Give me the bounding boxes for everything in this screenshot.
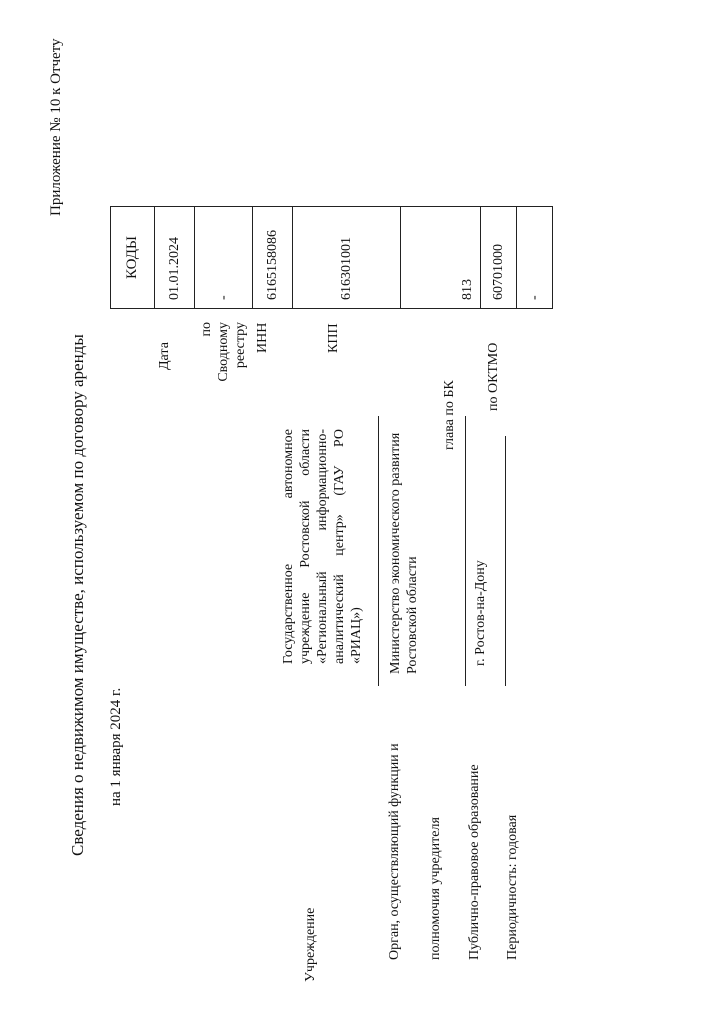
code-registry-value: -	[195, 207, 253, 309]
code-oktmo-label: по ОКТМО	[486, 342, 501, 411]
municipality-label: Публично-правовое образование	[467, 764, 482, 960]
document-title: Сведения о недвижимом имуществе, используемом по договору аренды	[68, 334, 87, 856]
institution-underline	[378, 416, 379, 686]
code-registry-label: по Сводному реестру	[199, 322, 248, 382]
code-inn-value: 6165158086	[253, 207, 293, 309]
founder-underline	[465, 416, 466, 686]
municipality-value: г. Ростов-на-Дону	[473, 560, 488, 666]
code-date-value: 01.01.2024	[155, 207, 195, 309]
founder-value: Министерство экономического развития Ростовской области	[388, 432, 420, 674]
code-bk-label: глава по БК	[442, 380, 457, 450]
code-inn-label: ИНН	[255, 322, 270, 353]
codes-table	[110, 206, 553, 309]
code-kpp-value: 616301001	[293, 207, 401, 309]
report-date-line: на 1 января 2024 г.	[108, 687, 124, 806]
code-kpp-label: КПП	[326, 323, 341, 353]
institution-value: Государственное автономное учреждение Ростовской области «Региональный информационно-аналитический центр» (ГАУ РО «РИАЦ»)	[281, 429, 364, 664]
founder-label-line2: полномочия учредителя	[428, 817, 443, 960]
codes-header: КОДЫ	[111, 207, 155, 309]
institution-label: Учреждение	[303, 907, 318, 982]
periodicity-label: Периодичность: годовая	[505, 814, 520, 960]
founder-label-line1: Орган, осуществляющий функции и	[387, 743, 402, 960]
code-date-label: Дата	[157, 342, 172, 370]
appendix-note: Приложение № 10 к Отчету	[48, 38, 64, 216]
code-oktmo-value: 60701000	[481, 207, 517, 309]
code-periodicity-value: -	[517, 207, 553, 309]
code-bk-value: 813	[401, 207, 481, 309]
municipality-underline	[505, 436, 506, 686]
